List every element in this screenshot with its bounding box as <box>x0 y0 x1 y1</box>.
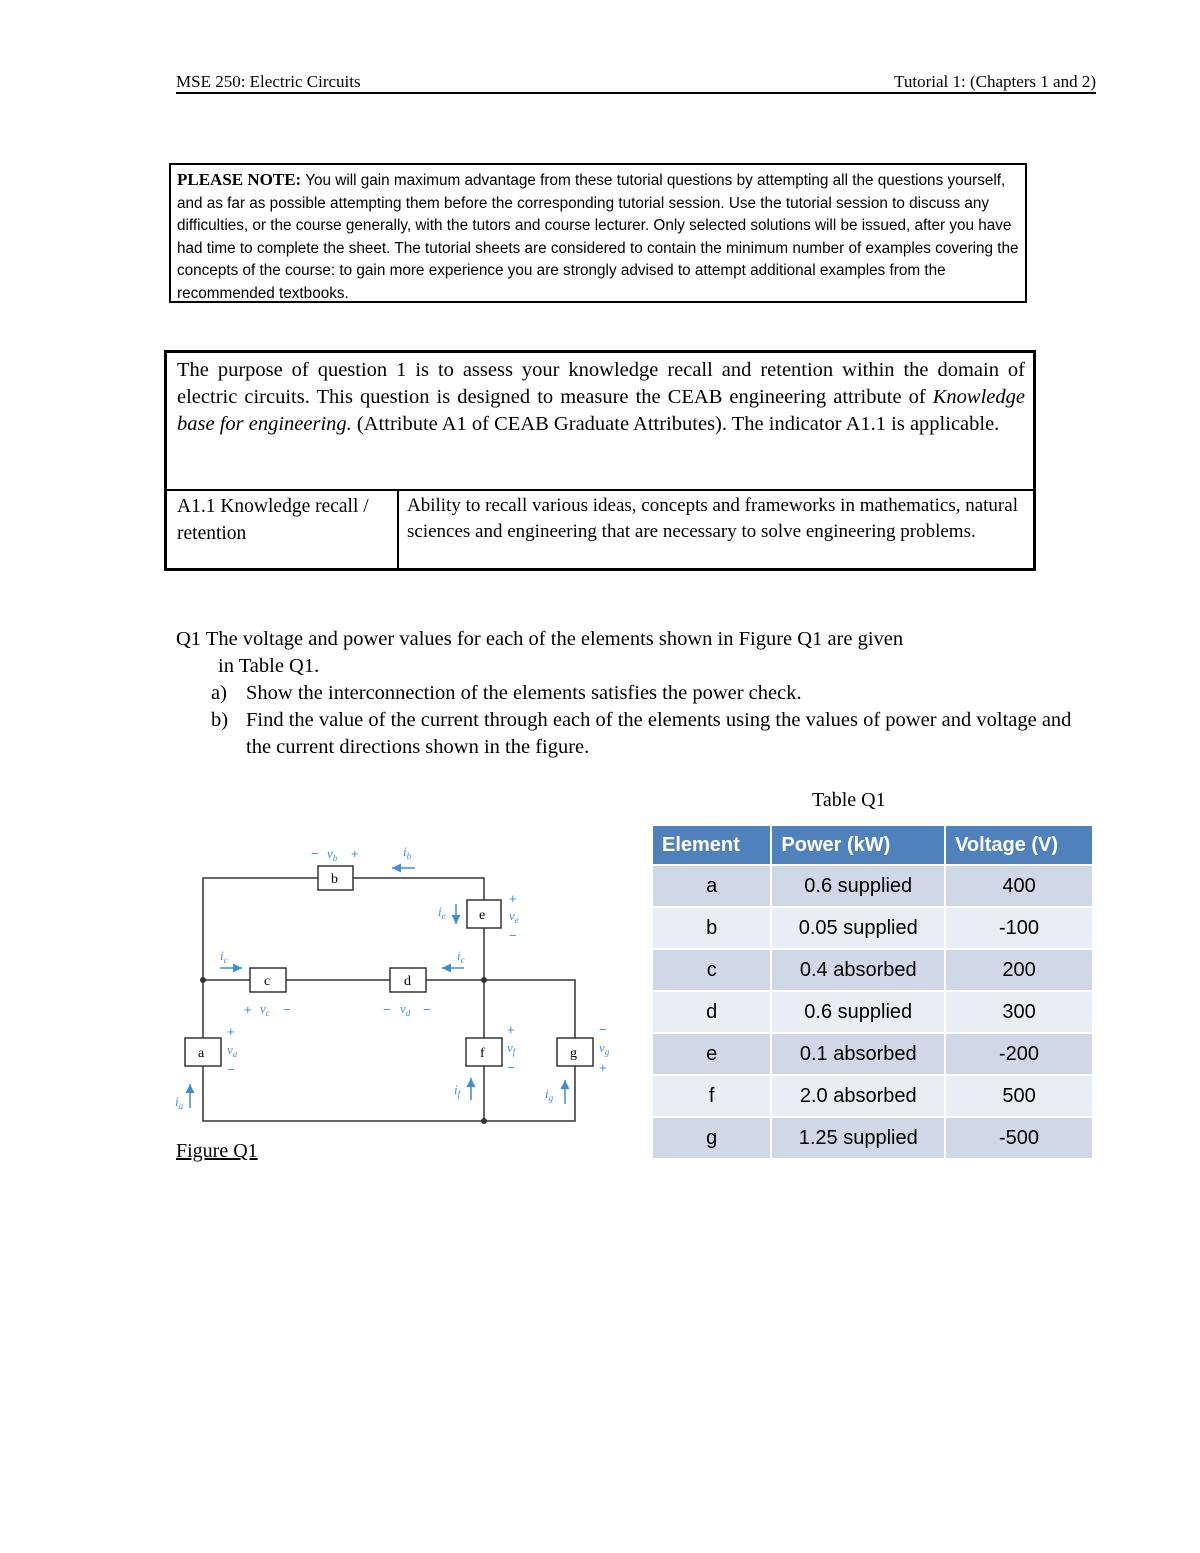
part-text: Show the interconnection of the elements satisfies the power check. <box>246 682 802 704</box>
circuit-diagram <box>170 836 620 1136</box>
table-row <box>653 949 1092 991</box>
table-cell: e <box>653 1033 771 1075</box>
column-header: Voltage (V) <box>945 826 1092 865</box>
table-cell: 0.05 supplied <box>771 907 945 949</box>
circuit-wires <box>203 878 575 1121</box>
note-box <box>169 163 1027 303</box>
figure-caption: Figure Q1 <box>176 1140 258 1162</box>
table-cell: 0.6 supplied <box>771 865 945 907</box>
table-row <box>653 865 1092 907</box>
table-row <box>653 1075 1092 1117</box>
svg-text:vb: $v_b$ <box>327 846 338 863</box>
table-header-row <box>653 826 1092 865</box>
part-label: b) <box>211 709 229 731</box>
purpose-text-italic: Knowledge base for engineering. <box>177 386 1025 435</box>
part-label: a) <box>211 682 227 704</box>
table-cell: 500 <box>945 1075 1092 1117</box>
column-divider <box>397 489 399 568</box>
svg-text:ig: $i_g$ <box>545 1086 554 1103</box>
svg-text:+: + <box>509 891 517 906</box>
column-header: Power (kW) <box>771 826 945 865</box>
element-f <box>454 1022 517 1100</box>
table-cell: d <box>653 991 771 1033</box>
svg-text:−: − <box>507 1060 515 1075</box>
table-cell: -500 <box>945 1117 1092 1158</box>
svg-text:d: d <box>404 974 411 989</box>
table-cell: c <box>653 949 771 991</box>
purpose-text <box>177 357 1025 489</box>
table-row <box>653 991 1092 1033</box>
element-e <box>438 891 519 943</box>
svg-text:vg: $v_g$ <box>599 1040 610 1057</box>
page-header <box>176 72 1096 94</box>
svg-text:ve: $v_e$ <box>509 908 519 925</box>
svg-text:−: − <box>423 1002 431 1017</box>
svg-text:vc: $v_c$ <box>260 1001 270 1018</box>
svg-text:ib: $i_b$ <box>403 844 412 861</box>
table-row <box>653 1117 1092 1158</box>
svg-text:g: g <box>570 1046 577 1061</box>
element-b <box>311 844 415 890</box>
svg-text:e: e <box>479 908 486 923</box>
note-text: You will gain maximum advantage from these tutorial questions by attempting all the questions yourself, and as far as possible attempting them before the corresponding tutorial session. Use the tutorial session to discuss any difficulties, or the course generally, with the tutors and course lecturer. Only selected solutions will be issued, after you have had time to complete the sheet. The tutorial sheets are considered to contain the minimum number of examples covering the concepts of the course: to gain more experience you are strongly advised to attempt additional examples from the recommended textbooks. <box>177 172 1019 302</box>
table-cell: 0.6 supplied <box>771 991 945 1033</box>
column-header: Element <box>653 826 771 865</box>
table-row <box>653 907 1092 949</box>
table-cell: 200 <box>945 949 1092 991</box>
purpose-text-start: The purpose of question 1 is to assess your knowledge recall and retention within the domain of electric circuits. This question is designed to measure the CEAB engineering attribute of <box>177 359 1025 408</box>
node-dot <box>481 977 487 983</box>
svg-text:−: − <box>383 1002 391 1017</box>
element-d <box>383 948 465 1018</box>
svg-text:−: − <box>227 1062 235 1077</box>
tutorial-title: Tutorial 1: (Chapters 1 and 2) <box>894 72 1096 91</box>
svg-text:vf: $v_f$ <box>507 1040 516 1057</box>
question-1 <box>176 626 1076 761</box>
svg-text:vd: $v_d$ <box>400 1001 411 1018</box>
table-cell: f <box>653 1075 771 1117</box>
svg-text:if: $i_f$ <box>454 1082 461 1099</box>
question-intro-cont: in Table Q1. <box>218 655 320 677</box>
table-caption: Table Q1 <box>812 789 886 811</box>
table-cell: 0.4 absorbed <box>771 949 945 991</box>
table-cell: b <box>653 907 771 949</box>
svg-text:+: + <box>507 1022 515 1037</box>
table-cell: -100 <box>945 907 1092 949</box>
course-title: MSE 250: Electric Circuits <box>176 72 361 91</box>
table-cell: 400 <box>945 865 1092 907</box>
indicator-description: Ability to recall various ideas, concepts and frameworks in mathematics, natural sciences and engineering that are necessary to solve engineering problems. <box>407 495 1018 542</box>
element-a <box>175 1024 238 1111</box>
svg-text:−: − <box>599 1022 607 1037</box>
svg-text:−: − <box>509 928 517 943</box>
element-g <box>545 1022 610 1104</box>
svg-text:−: − <box>283 1002 291 1017</box>
element-values-table <box>653 826 1092 1158</box>
table-cell: a <box>653 865 771 907</box>
question-part-b <box>176 707 1076 761</box>
svg-text:ic: $i_c$ <box>457 948 465 965</box>
table-cell: 0.1 absorbed <box>771 1033 945 1075</box>
ceab-attribute-table <box>164 350 1036 571</box>
svg-text:+: + <box>227 1024 235 1039</box>
table-cell: g <box>653 1117 771 1158</box>
table-divider <box>167 489 1033 491</box>
svg-text:va: $v_a$ <box>227 1042 238 1059</box>
svg-text:c: c <box>264 974 271 989</box>
svg-text:+: + <box>351 846 359 861</box>
svg-text:+: + <box>244 1002 252 1017</box>
table-row <box>653 1033 1092 1075</box>
table-cell: 2.0 absorbed <box>771 1075 945 1117</box>
table-cell: -200 <box>945 1033 1092 1075</box>
part-text: Find the value of the current through each of the elements using the values of power and voltage and the current directions shown in the figure. <box>246 709 1072 758</box>
svg-text:ia: $i_a$ <box>175 1094 184 1111</box>
table-cell: 1.25 supplied <box>771 1117 945 1158</box>
element-c <box>220 948 291 1018</box>
svg-text:−: − <box>311 846 319 861</box>
svg-text:a: a <box>198 1046 205 1061</box>
node-dot <box>200 977 206 983</box>
node-dot <box>481 1118 487 1124</box>
question-intro: Q1 The voltage and power values for each of the elements shown in Figure Q1 are given <box>176 628 904 650</box>
indicator-name: A1.1 Knowledge recall / retention <box>177 496 369 544</box>
table-cell: 300 <box>945 991 1092 1033</box>
question-part-a <box>176 680 1076 707</box>
note-lead: PLEASE NOTE: <box>177 170 302 189</box>
svg-text:+: + <box>599 1060 607 1075</box>
svg-text:ie: $i_e$ <box>438 904 446 921</box>
svg-text:b: b <box>331 872 338 887</box>
svg-text:f: f <box>480 1046 485 1061</box>
svg-text:ic: $i_c$ <box>220 948 228 965</box>
purpose-text-end: (Attribute A1 of CEAB Graduate Attributes). The indicator A1.1 is applicable. <box>351 413 1000 435</box>
